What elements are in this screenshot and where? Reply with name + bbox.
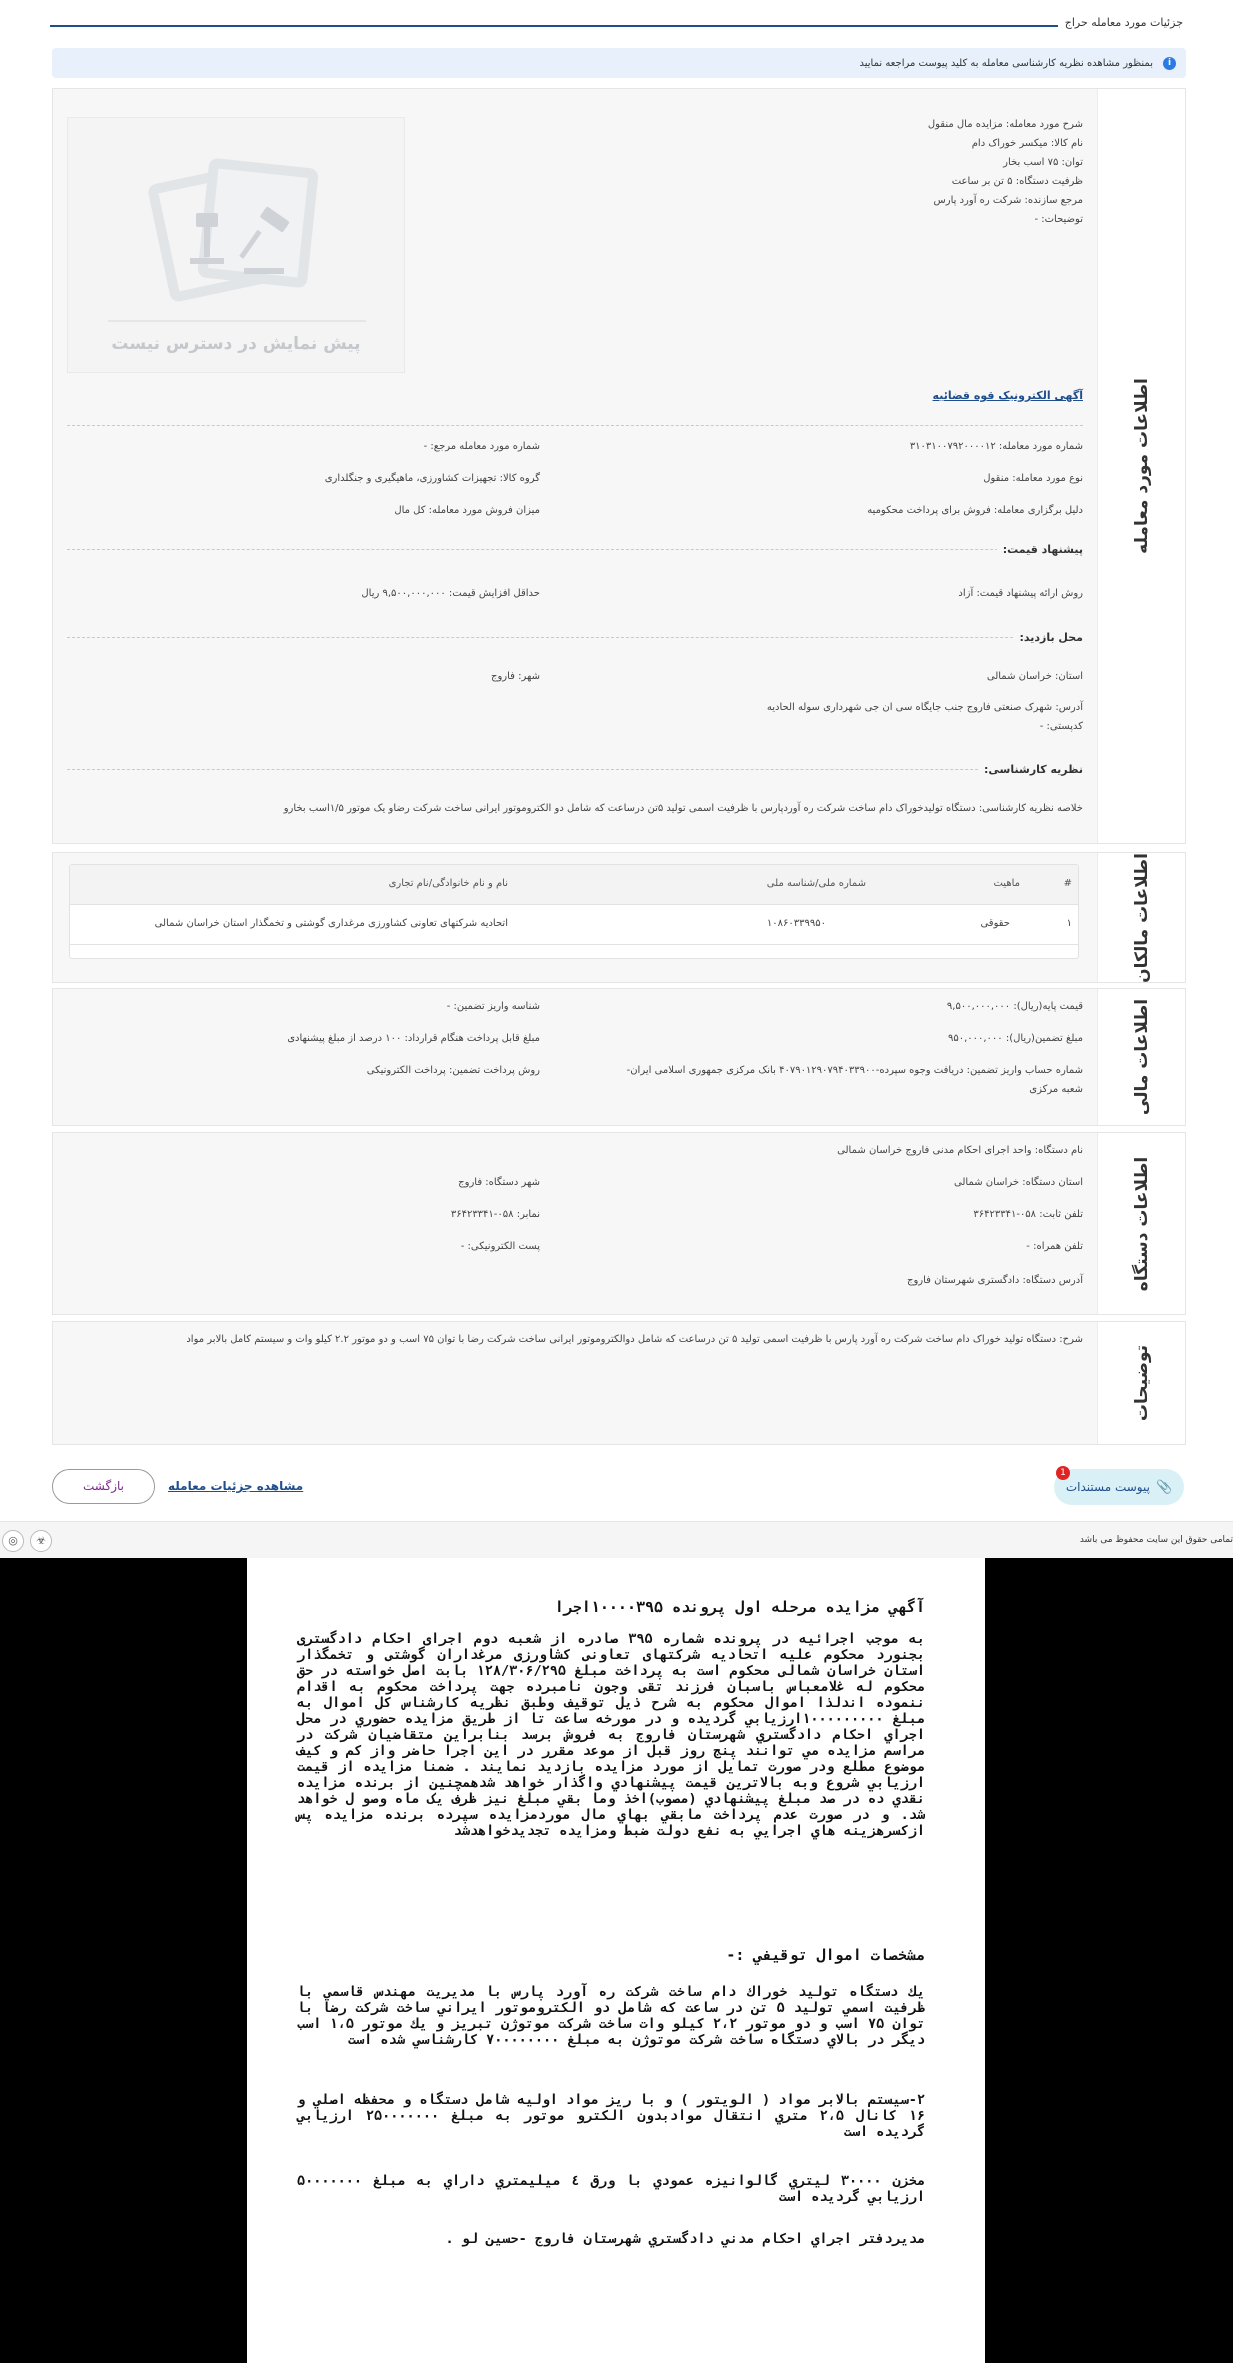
base-price: قیمت پایه(ریال): ۹,۵۰۰,۰۰۰,۰۰۰ [946, 1001, 1083, 1012]
attachments-label: پیوست مستندات [1065, 1480, 1150, 1494]
location-province: استان: خراسان شمالی [986, 671, 1083, 682]
section-notes [52, 1321, 1186, 1445]
table-header [70, 865, 1078, 905]
device-province: استان دستگاه: خراسان شمالی [954, 1177, 1083, 1188]
offer-method: روش ارائه پیشنهاد قیمت: آزاد [958, 588, 1083, 599]
gavel-placeholder-icon [68, 118, 406, 328]
image-unavailable-caption: پیش نمایش در دسترس نیست [111, 334, 361, 354]
footer-logo-icon: ◎ [2, 1530, 24, 1552]
footer-copyright: تمامی حقوق این سایت محفوظ می باشد [1079, 1535, 1233, 1545]
device-mobile: تلفن همراه: - [1026, 1241, 1083, 1252]
info-icon: i [1163, 57, 1176, 70]
section-item-info [52, 88, 1186, 844]
info-banner-text: بمنظور مشاهده نظریه کارشناسی معامله به کلید پیوست مراجعه نمایید [859, 57, 1153, 69]
location-heading: محل بازدید: [1013, 631, 1083, 644]
row-name: اتحادیه شرکتهای تعاونی کشاورزی مرغداری گوشتی و تخمگذار استان خراسان شمالی [154, 918, 508, 929]
divider [67, 769, 1083, 770]
document-viewer [0, 1558, 1233, 2363]
document-paragraph-4: مخزن ۳۰۰۰۰ ليتري گالوانيزه عمودي با ورق ٤ ميليمتري داراي به مبلغ ۵۰۰۰۰۰۰۰ ارزيابي گرديده است [297, 2173, 925, 2205]
document-page [247, 1558, 985, 2363]
row-type: حقوقی [980, 918, 1010, 929]
view-details-link[interactable]: مشاهده جزئیات معامله [168, 1479, 304, 1493]
item-ref-number: شماره مورد معامله مرجع: - [423, 441, 540, 452]
section-device [52, 1132, 1186, 1315]
payable-amount: مبلغ قابل پرداخت هنگام قرارداد: ۱۰۰ درصد از مبلغ پیشنهادی [287, 1033, 540, 1044]
paperclip-icon: 📎 [1155, 1479, 1173, 1495]
section-tab-device [1097, 1133, 1185, 1314]
expert-heading: نظریه کارشناسی: [978, 763, 1083, 776]
section-tab-notes [1097, 1322, 1185, 1444]
row-num: ۱ [1066, 918, 1072, 929]
back-button[interactable]: بازگشت [52, 1469, 155, 1504]
notes-text: شرح: دستگاه تولید خوراک دام ساخت شرکت ره آورد پارس با ظرفیت اسمی تولید ۵ تن درساعت که شامل دوالکتروموتور ایرانی ساخت شرکت رضا با توان ۷۵ اسب و دو موتور ۲.۲ کیلو وات و سیستم کامل بالابر مواد [186, 1334, 1083, 1345]
item-type: نوع مورد معامله: منقول [983, 473, 1083, 484]
attachments-button[interactable] [1054, 1469, 1184, 1505]
section-title-owners: اطلاعات مالکان [1131, 852, 1152, 983]
info-banner [52, 48, 1186, 78]
section-tab-item-info [1097, 89, 1185, 843]
document-paragraph-1: به موجب اجرائيه در پرونده شماره ۳۹۵ صادره از شعبه دوم اجرای احکام دادگستری بجنورد محکوم عليه اتحاديه شرکتهای تعاونی کشاورزی مرغداران گوشتی و تخمگذار استان خراسان شمالی محکوم است به پرداخت مبلغ ۱۲۸/۳۰۶/۲۹۵ بابت اصل خواسته در حق محکوم له غلامعباس باسبان فرزند تقی وجون نامبرده جهت پرداخت محکوم به اقدام ننموده اندلذا اموال محکوم به شرح ذيل توقيف وطبق نظريه کارشناس کل اموال به مبلغ ۱۰۰۰۰۰۰۰۰۰ارزيابي گرديده و در مورخه ساعت تا از طريق مزايده حضوري در محل اجراي احکام دادگستري شهرستان فاروج به فروش برسد بنابراين متقاضيان شرکت در مراسم مزايده مي توانند پنج روز قبل از موعد مقرر در اين اجرا حاضر واز کم و کيف موضوع مطلع ودر صورت تمايل از مورد مزايده بازديد نمايند . ضمنا مزايده از قيمت ارزيابي شروع وبه بالاترين قيمت پيشنهادي واگذار خواهد شدهمچنين از برنده مزايده نقدي ده در صد مبلغ پيشنهادي (مصوب)اخذ وما بقي مبلغ نيز ظرف يک ماه وصو ل خواهد شد. و در صورت عدم پرداخت مابقي بهاي مال موردمزايده سپرده برنده مزايده پس ازکسرهزينه هاي اجرايي به نفع دولت ضبط ومزايده تجديدخواهدشد [297, 1631, 926, 1839]
section-tab-owners [1097, 853, 1185, 982]
deposit-id: شناسه واریز تضمین: - [446, 1001, 540, 1012]
document-heading: مشخصات اموال توقيفي :- [726, 1946, 925, 1964]
section-owners [52, 852, 1186, 983]
divider [67, 549, 1083, 550]
location-city: شهر: فاروج [491, 671, 540, 682]
device-city: شهر دستگاه: فاروج [458, 1177, 540, 1188]
footer [0, 1521, 1233, 1558]
row-national-id: ۱۰۸۶۰۳۳۹۹۵۰ [766, 918, 826, 929]
device-name: نام دستگاه: واحد اجرای احکام مدنی فاروج خراسان شمالی [837, 1145, 1083, 1156]
section-title-notes: توضیحات [1131, 1344, 1152, 1422]
table-row [70, 905, 1078, 945]
item-sale-amount: میزان فروش مورد معامله: کل مال [394, 505, 540, 516]
item-product-name: نام کالا: میکسر خوراک دام [971, 138, 1083, 149]
divider [67, 637, 1083, 638]
section-title-financial: اطلاعات مالی [1131, 998, 1152, 1116]
device-phone: تلفن ثابت: ۰۵۸-۳۶۴۲۳۳۴۱ [973, 1209, 1083, 1220]
item-maker: مرجع سازنده: شرکت ره آورد پارس [933, 195, 1083, 206]
page-header [50, 16, 1183, 30]
item-group: گروه کالا: تجهیزات کشاورزی، ماهیگیری و جنگلداری [324, 473, 540, 484]
document-paragraph-2: يك دستگاه توليد خوراك دام ساخت شركت ره آورد پارس با مديريت مهندس قاسمي با ظرفيت اسمي توليد ۵ تن در ساعت كه شامل دو الكتروموتور ايراني ساخت شركت رضا با توان ۷۵ اسب و دو موتور ۲،۲ كيلو وات ساخت شركت موتوژن تبريز و يك موتور ۱،۵ اسب ديگر در بالاي دستگاه ساخت شركت موتوژن به مبلغ ۷۰۰۰۰۰۰۰۰ کارشناسي شده است [297, 1984, 926, 2048]
min-increase: حداقل افزایش قیمت: ۹,۵۰۰,۰۰۰,۰۰۰ ریال [361, 588, 540, 599]
document-title: آگهي مزايده مرحله اول پرونده ۱۰۰۰۰۳۹۵اجرا [554, 1598, 925, 1616]
emblem-icon: ☣ [30, 1530, 52, 1552]
header-divider [50, 25, 1058, 27]
owners-table [69, 864, 1079, 959]
location-address: آدرس: شهرک صنعتی فاروج جنب جایگاه سی ان جی شهرداری سوله الحادیه [766, 702, 1083, 713]
offer-heading: پیشنهاد قیمت: [997, 543, 1083, 556]
device-fax: نمابر: ۰۵۸-۳۶۴۲۳۳۴۱ [450, 1209, 540, 1220]
divider [67, 425, 1083, 426]
location-postal: کدپستی: - [1039, 721, 1083, 732]
header-num: # [1063, 878, 1072, 889]
expert-summary: خلاصه نظریه کارشناسی: دستگاه تولیدخوراک دام ساخت شرکت ره آوردپارس با ظرفیت اسمی تولید ۵تن درساعت که شامل دو الکتروموتور ایرانی ساخت شرکت رضاو یک موتور ۱/۵اسب بخارو [283, 803, 1083, 814]
item-power: توان: ۷۵ اسب بخار [1003, 157, 1083, 168]
page-title: جزئیات مورد معامله حراج [1064, 16, 1183, 29]
device-email: پست الکترونیکی: - [460, 1241, 540, 1252]
header-national-id: شماره ملی/شناسه ملی [766, 878, 866, 889]
item-capacity: ظرفیت دستگاه: ۵ تن بر ساعت [951, 176, 1083, 187]
document-signature: مديردفتر اجراي احکام مدني دادگستري شهرستان فاروج -حسين لو . [445, 2231, 925, 2247]
section-tab-financial [1097, 989, 1185, 1125]
item-description: شرح مورد معامله: مزایده مال منقول [927, 119, 1083, 130]
document-paragraph-3: ۲-سيستم بالابر مواد ( الويتور ) و با ريز مواد اوليه شامل دستگاه و محفظه اصلي و ۱۶ كانال ۲،۵ متري انتقال موادبدون الكترو موتور به مبلغ ۲۵۰۰۰۰۰۰۰ ارزيابي گرديده است [297, 2092, 925, 2140]
guarantee-amount: مبلغ تضمین(ریال): ۹۵۰,۰۰۰,۰۰۰ [947, 1033, 1083, 1044]
payment-method: روش پرداخت تضمین: پرداخت الکترونیکی [366, 1065, 540, 1076]
section-financial [52, 988, 1186, 1126]
device-address: آدرس دستگاه: دادگستری شهرستان فاروج [907, 1275, 1083, 1286]
image-preview [67, 117, 405, 373]
attachments-count-badge: 1 [1056, 1466, 1070, 1480]
item-reason: دلیل برگزاری معامله: فروش برای پرداخت محکومیه [867, 505, 1083, 516]
header-name: نام و نام خانوادگی/نام تجاری [388, 878, 508, 889]
item-number: شماره مورد معامله: ۳۱۰۳۱۰۰۷۹۲۰۰۰۰۱۲ [909, 441, 1083, 452]
header-type: ماهیت [993, 878, 1020, 889]
section-title-item-info: اطلاعات مورد معامله [1131, 378, 1152, 554]
section-title-device: اطلاعات دستگاه [1131, 1156, 1152, 1291]
item-notes: توضیحات: - [1034, 214, 1083, 225]
electronic-ad-link[interactable]: آگهی الکترونیک قوه قضائیه [932, 389, 1083, 402]
deposit-account: شماره حساب واریز تضمین: دریافت وجوه سپرده-۴۰۷۹۰۱۲۹۰۷۹۴۰۳۳۹۰۰ بانک مرکزی جمهوری اسلامی ایران- شعبه مرکزی [626, 1065, 1083, 1095]
